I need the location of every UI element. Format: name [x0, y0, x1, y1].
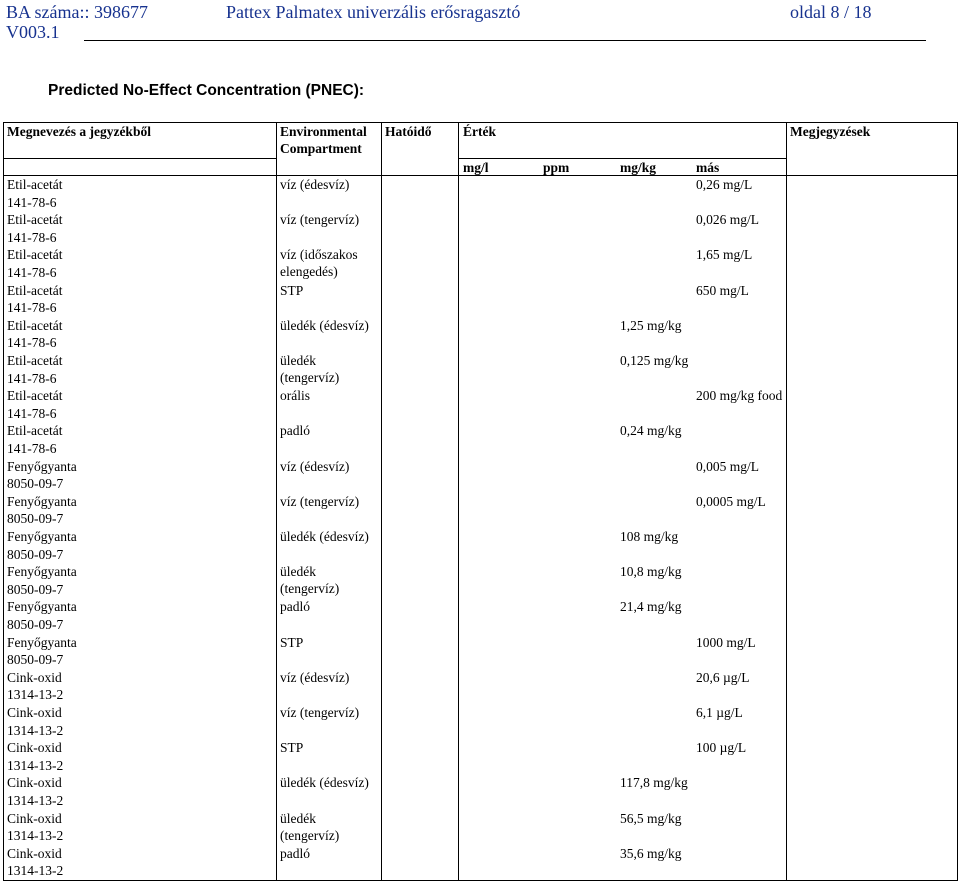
- cas: 8050-09-7: [7, 476, 64, 492]
- name: Fenyőgyanta: [7, 599, 77, 615]
- mgkg: 117,8 mg/kg: [620, 775, 688, 791]
- name: Etil-acetát: [7, 212, 63, 228]
- other: 650 mg/L: [696, 282, 749, 298]
- column-divider: [458, 122, 459, 881]
- mgkg: 0,24 mg/kg: [620, 423, 682, 439]
- cas: 141-78-6: [7, 300, 57, 316]
- compartment: üledék (édesvíz): [280, 529, 369, 544]
- compartment: üledék (édesvíz): [280, 775, 369, 791]
- compartment: üledék (tengervíz): [280, 564, 340, 597]
- compartment: STP: [280, 740, 304, 756]
- name: Fenyőgyanta: [7, 564, 77, 580]
- other: 0,26 mg/L: [696, 177, 753, 192]
- name: Etil-acetát: [7, 282, 63, 298]
- compartment: víz (tengervíz): [280, 705, 360, 720]
- compartment: víz (tengervíz): [280, 493, 360, 509]
- column-divider: [381, 122, 382, 881]
- header-rule: [458, 158, 786, 159]
- compartment: víz (időszakos elengedés): [280, 247, 358, 280]
- other: 0,0005 mg/L: [696, 493, 766, 509]
- pnec-table: [3, 122, 958, 881]
- subheader-other: más: [696, 160, 720, 175]
- cas: 1314-13-2: [7, 757, 64, 773]
- other: 20,6 µg/L: [696, 669, 750, 685]
- name: Fenyőgyanta: [7, 458, 77, 474]
- name: Cink-oxid: [7, 810, 62, 826]
- cas: 8050-09-7: [7, 546, 64, 562]
- mgkg: 35,6 mg/kg: [620, 845, 682, 861]
- other: 1,65 mg/L: [696, 247, 753, 263]
- cas: 8050-09-7: [7, 616, 64, 632]
- mgkg: 108 mg/kg: [620, 529, 679, 544]
- page-header: [0, 0, 960, 44]
- cas: 1314-13-2: [7, 863, 64, 879]
- name: Fenyőgyanta: [7, 493, 77, 509]
- subheader-mgl: mg/l: [463, 160, 489, 175]
- name: Cink-oxid: [7, 669, 62, 685]
- section-title: Predicted No-Effect Concentration (PNEC):: [48, 82, 365, 99]
- cas: 141-78-6: [7, 370, 57, 386]
- document-title: Pattex Palmatex univerzális erősragasztó: [226, 2, 521, 22]
- name: Cink-oxid: [7, 740, 62, 756]
- cas: 141-78-6: [7, 405, 57, 421]
- name: Cink-oxid: [7, 705, 62, 720]
- column-divider: [276, 122, 277, 881]
- compartment: padló: [280, 845, 310, 861]
- name: Etil-acetát: [7, 423, 63, 439]
- mgkg: 1,25 mg/kg: [620, 317, 682, 333]
- mgkg: 10,8 mg/kg: [620, 564, 682, 580]
- cas: 8050-09-7: [7, 652, 64, 668]
- table-border-bottom: [3, 880, 958, 881]
- compartment: padló: [280, 423, 310, 439]
- compartment: üledék (édesvíz): [280, 317, 369, 333]
- compartment: STP: [280, 634, 304, 650]
- subheader-mgkg: mg/kg: [620, 160, 657, 175]
- mgkg: 0,125 mg/kg: [620, 353, 689, 368]
- header-rule: [3, 175, 958, 176]
- other: 1000 mg/L: [696, 634, 756, 650]
- cas: 1314-13-2: [7, 792, 64, 808]
- name: Etil-acetát: [7, 388, 63, 404]
- cas: 8050-09-7: [7, 511, 64, 527]
- compartment: padló: [280, 599, 310, 615]
- header-notes: Megjegyzések: [790, 124, 871, 139]
- document-version: V003.1: [6, 22, 60, 42]
- name: Etil-acetát: [7, 177, 63, 192]
- document-id: BA száma:: 398677: [6, 2, 148, 22]
- table-border-left: [3, 122, 4, 881]
- table-border-right: [957, 122, 958, 881]
- column-divider: [786, 122, 787, 881]
- other: 0,005 mg/L: [696, 458, 759, 474]
- name: Cink-oxid: [7, 845, 62, 861]
- other: 0,026 mg/L: [696, 212, 759, 228]
- name: Etil-acetát: [7, 247, 63, 263]
- page-number: oldal 8 / 18: [790, 2, 872, 22]
- name: Etil-acetát: [7, 317, 63, 333]
- compartment: víz (édesvíz): [280, 669, 350, 685]
- cas: 141-78-6: [7, 335, 57, 351]
- other: 200 mg/kg food: [696, 388, 783, 404]
- name: Cink-oxid: [7, 775, 62, 791]
- compartment: orális: [280, 388, 310, 404]
- header-name: Megnevezés a jegyzékből: [7, 124, 151, 139]
- mgkg: 21,4 mg/kg: [620, 599, 682, 615]
- cas: 141-78-6: [7, 229, 57, 245]
- cas: 1314-13-2: [7, 722, 64, 738]
- mgkg: 56,5 mg/kg: [620, 810, 682, 826]
- header-compartment: Environmental Compartment: [280, 124, 367, 156]
- header-value: Érték: [463, 124, 496, 139]
- compartment: STP: [280, 282, 304, 298]
- header-rule: [3, 158, 276, 159]
- cas: 141-78-6: [7, 264, 57, 280]
- cas: 141-78-6: [7, 440, 57, 456]
- other: 6,1 µg/L: [696, 705, 743, 720]
- compartment: víz (tengervíz): [280, 212, 360, 228]
- subheader-ppm: ppm: [543, 160, 570, 175]
- name: Fenyőgyanta: [7, 634, 77, 650]
- compartment: víz (édesvíz): [280, 458, 350, 474]
- name: Etil-acetát: [7, 353, 63, 368]
- header-period: Hatóidő: [385, 124, 432, 139]
- header-divider: [84, 40, 926, 41]
- cas: 141-78-6: [7, 194, 57, 210]
- compartment: üledék (tengervíz): [280, 810, 340, 843]
- compartment: víz (édesvíz): [280, 177, 350, 192]
- table-border-top: [3, 122, 958, 123]
- cas: 8050-09-7: [7, 581, 64, 597]
- cas: 1314-13-2: [7, 687, 64, 703]
- compartment: üledék (tengervíz): [280, 353, 340, 385]
- name: Fenyőgyanta: [7, 529, 77, 544]
- cas: 1314-13-2: [7, 828, 64, 844]
- other: 100 µg/L: [696, 740, 747, 756]
